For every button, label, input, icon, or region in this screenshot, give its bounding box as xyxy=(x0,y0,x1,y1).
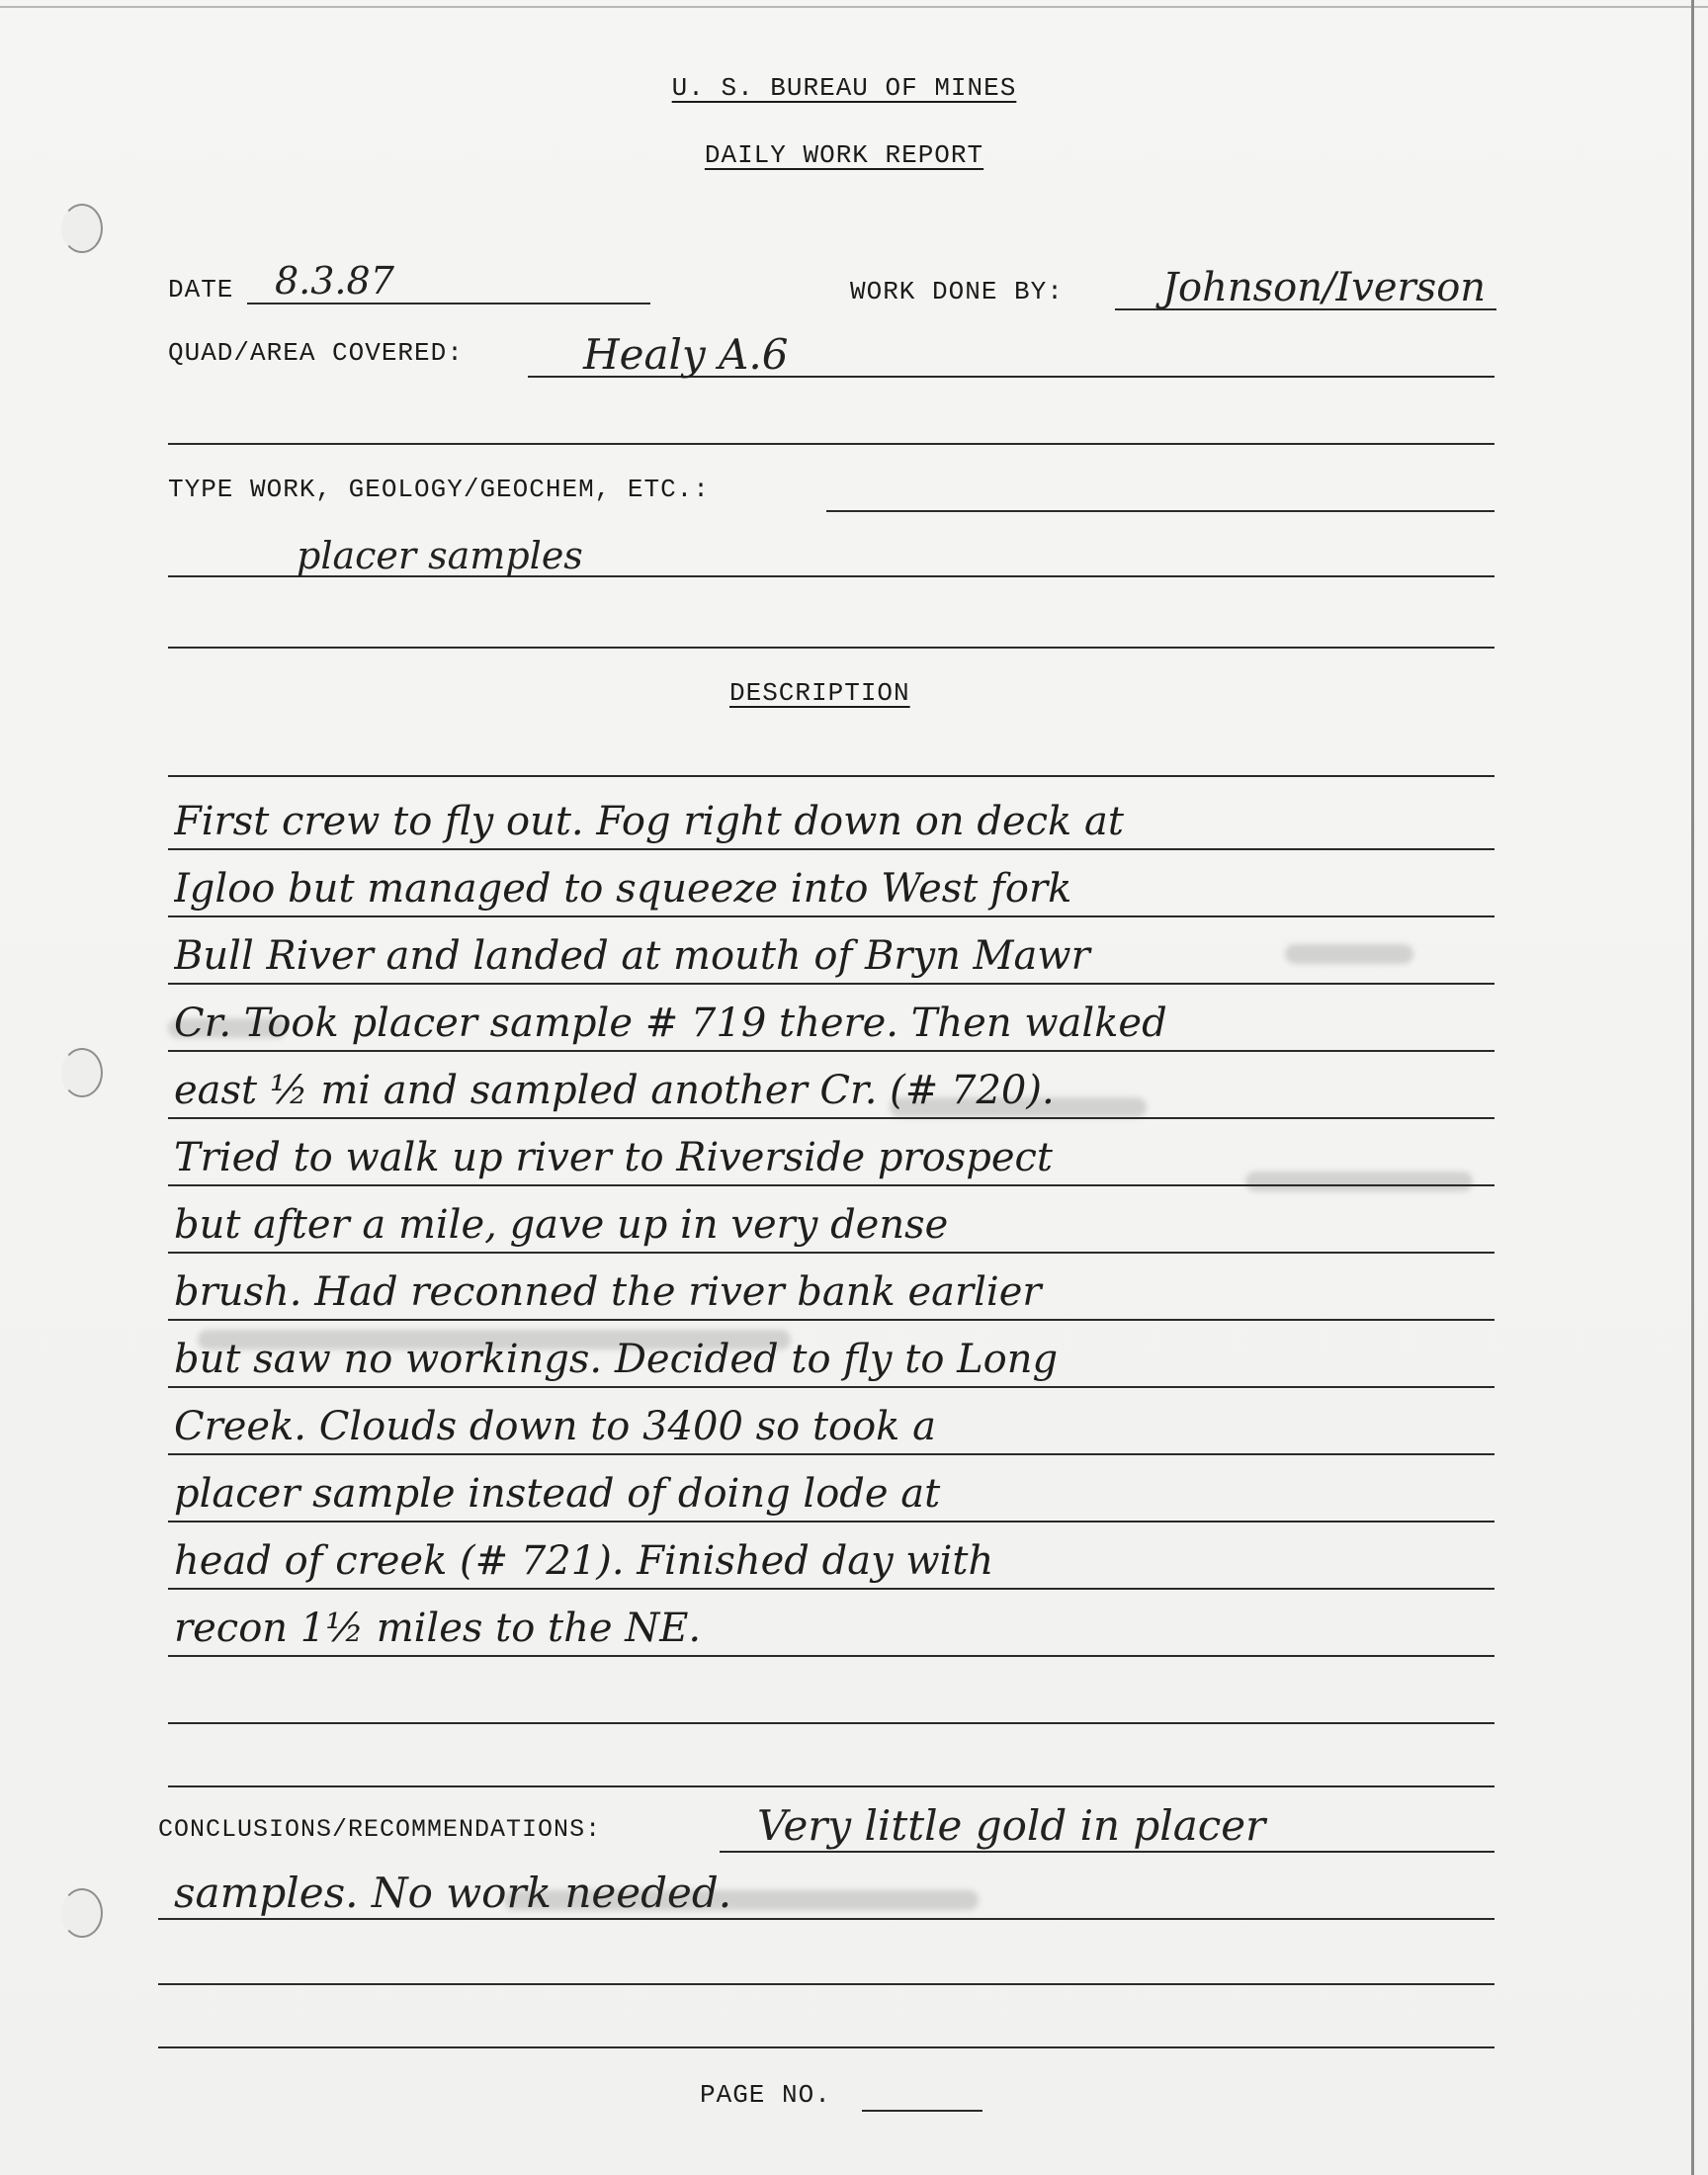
description-line: Tried to walk up river to Riverside prospect xyxy=(174,1135,1053,1180)
work-done-by-label: WORK DONE BY: xyxy=(850,277,1064,306)
punch-hole-middle xyxy=(61,1048,103,1097)
description-line: Bull River and landed at mouth of Bryn Mawr xyxy=(174,933,1090,979)
description-rule xyxy=(168,1252,1494,1254)
description-rule xyxy=(168,1655,1494,1657)
report-title: DAILY WORK REPORT xyxy=(704,140,984,170)
description-line: Cr. Took placer sample # 719 there. Then walked xyxy=(174,1000,1167,1046)
conclusions-rule-2 xyxy=(158,1918,1494,1920)
page-top-edge xyxy=(0,6,1708,8)
description-rule xyxy=(168,1453,1494,1455)
description-rule xyxy=(168,1722,1494,1724)
description-line: Creek. Clouds down to 3400 so took a xyxy=(174,1404,936,1449)
description-rule-0 xyxy=(168,775,1494,777)
description-heading: DESCRIPTION xyxy=(729,678,910,708)
date-rule xyxy=(247,303,650,304)
conclusions-line-2: samples. No work needed. xyxy=(174,1869,732,1917)
description-line: but saw no workings. Decided to fly to Long xyxy=(174,1337,1059,1382)
description-line: east ½ mi and sampled another Cr. (# 720). xyxy=(174,1068,1055,1113)
description-line: First crew to fly out. Fog right down on deck at xyxy=(174,799,1124,844)
conclusions-rule-4 xyxy=(158,2046,1494,2048)
description-line: but after a mile, gave up in very dense xyxy=(174,1202,949,1248)
page-right-edge xyxy=(1691,0,1694,2175)
description-line: recon 1½ miles to the NE. xyxy=(174,1606,702,1651)
date-label: DATE xyxy=(168,275,234,304)
page-no-label: PAGE NO. xyxy=(700,2080,831,2110)
quad-area-label: QUAD/AREA COVERED: xyxy=(168,338,464,368)
description-rule xyxy=(168,1386,1494,1388)
page-no-rule xyxy=(862,2110,982,2112)
punch-hole-bottom xyxy=(61,1888,103,1938)
agency-title: U. S. BUREAU OF MINES xyxy=(671,73,1017,103)
description-line: brush. Had reconned the river bank earlier xyxy=(174,1269,1042,1315)
description-rule xyxy=(168,848,1494,850)
type-work-label: TYPE WORK, GEOLOGY/GEOCHEM, ETC.: xyxy=(168,475,710,504)
type-work-rule xyxy=(826,510,1494,512)
quad-area-rule-2 xyxy=(168,443,1494,445)
conclusions-line-1: Very little gold in placer xyxy=(757,1801,1266,1850)
conclusions-label: CONCLUSIONS/RECOMMENDATIONS: xyxy=(158,1815,602,1844)
work-done-by-value: Johnson/Iverson xyxy=(1162,265,1487,310)
description-rule xyxy=(168,1050,1494,1052)
type-work-value: placer samples xyxy=(297,534,583,577)
description-rule xyxy=(168,1785,1494,1787)
description-line: placer sample instead of doing lode at xyxy=(174,1471,941,1517)
conclusions-rule-3 xyxy=(158,1983,1494,1985)
description-line: Igloo but managed to squeeze into West fork xyxy=(174,866,1072,912)
description-rule xyxy=(168,1184,1494,1186)
conclusions-rule xyxy=(720,1851,1494,1853)
punch-hole-top xyxy=(61,204,103,253)
description-line: head of creek (# 721). Finished day with xyxy=(174,1538,994,1584)
description-rule xyxy=(168,1521,1494,1522)
description-rule xyxy=(168,983,1494,985)
description-rule xyxy=(168,1588,1494,1590)
date-value: 8.3.87 xyxy=(275,259,394,303)
quad-area-value: Healy A.6 xyxy=(583,330,789,379)
description-rule xyxy=(168,1319,1494,1321)
type-work-rule-3 xyxy=(168,647,1494,649)
description-rule xyxy=(168,1117,1494,1119)
description-rule xyxy=(168,915,1494,917)
